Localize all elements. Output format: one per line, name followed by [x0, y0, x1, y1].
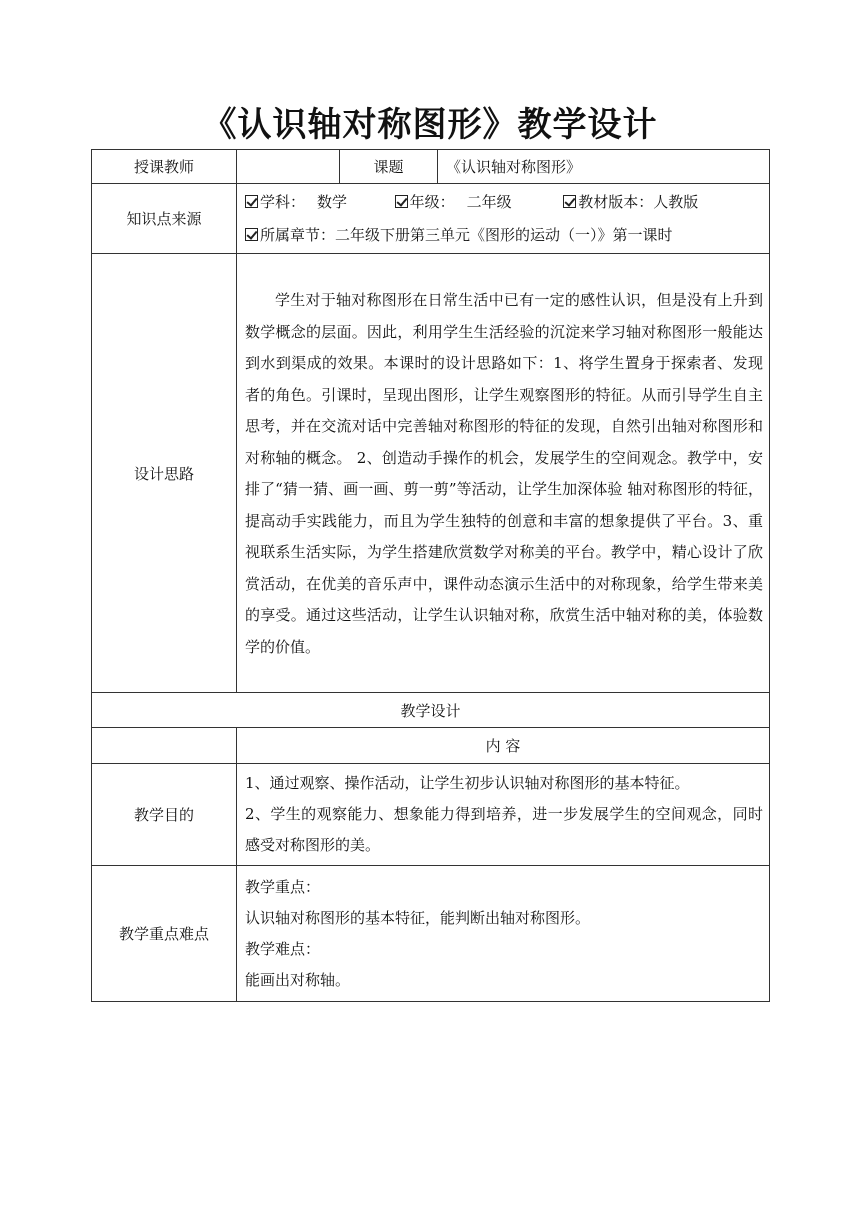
lesson-plan-table	[91, 149, 770, 1002]
goal-label: 教学目的	[92, 764, 237, 866]
key-line: 能画出对称轴。	[245, 970, 351, 989]
section-title: 教学设计	[92, 693, 770, 728]
topic-label: 课题	[340, 150, 438, 184]
content-header-blank	[92, 728, 237, 764]
header-row	[92, 150, 770, 184]
key-line: 教学重点：	[245, 877, 321, 896]
teacher-value	[237, 150, 340, 184]
key-label: 教学重点难点	[92, 866, 237, 1002]
chapter-label: 所属章节：	[260, 225, 336, 244]
goal-line: 2、学生的观察能力、想象能力得到培养，进一步发展学生的空间观念，同时感受对称图形的美。	[245, 805, 763, 854]
key-line: 教学难点：	[245, 939, 321, 958]
checkbox-icon	[395, 195, 408, 208]
source-details	[237, 184, 770, 254]
edition-label: 教材版本：	[578, 192, 654, 211]
design-text: 学生对于轴对称图形在日常生活中已有一定的感性认识，但是没有上升到数学概念的层面。因此，利用学生生活经验的沉淀来学习轴对称图形一般能达到水到渠成的效果。本课时的设计思路如下：1、将学生置身于探索者、发现者的角色。引课时，呈现出图形，让学生观察图形的特征。从而引导学生自主思考，并在交流对话中完善轴对称图形的特征的发现，自然引出轴对称图形和对称轴的概念。 2、创造动手操作的机会，发展学生的空间观念。教学中，安排了“猜一猜、画一画、剪一剪”等活动，让学生加深体验 轴对称图形的特征，提高动手实践能力，而且为学生独特的创意和丰富的想象提供了平台。3、重视联系生活实际，为学生搭建欣赏数学对称美的平台。教学中，精心设计了欣赏活动，在优美的音乐声中，课件动态演示生活中的对称现象，给学生带来美的享受。通过这些活动，让学生认识轴对称，欣赏生活中轴对称的美，体验数学的价值。	[237, 254, 770, 693]
key-row	[92, 866, 770, 1002]
section-title-row	[92, 693, 770, 728]
key-line: 认识轴对称图形的基本特征，能判断出轴对称图形。	[245, 908, 591, 927]
source-line-2	[245, 219, 763, 252]
content-header: 内 容	[237, 728, 770, 764]
document-title: 《认识轴对称图形》教学设计	[202, 105, 658, 145]
goal-content	[237, 764, 770, 866]
edition-value: 人教版	[653, 192, 699, 211]
checkbox-icon	[245, 228, 258, 241]
source-label: 知识点来源	[92, 184, 237, 254]
goal-row	[92, 764, 770, 866]
goal-line: 1、通过观察、操作活动，让学生初步认识轴对称图形的基本特征。	[245, 774, 690, 792]
subject-label: 学科：	[260, 192, 306, 211]
source-line-1	[245, 186, 763, 219]
teacher-label: 授课教师	[92, 150, 237, 184]
checkbox-icon	[245, 195, 258, 208]
topic-value: 《认识轴对称图形》	[438, 150, 770, 184]
grade-label: 年级：	[409, 192, 455, 211]
design-row	[92, 254, 770, 693]
source-row	[92, 184, 770, 254]
content-header-row	[92, 728, 770, 764]
key-content	[237, 866, 770, 1002]
grade-value: 二年级	[466, 192, 512, 211]
checkbox-icon	[563, 195, 576, 208]
subject-value: 数学	[317, 192, 348, 211]
design-label: 设计思路	[92, 254, 237, 693]
chapter-value: 二年级下册第三单元《图形的运动（一）》第一课时	[335, 225, 673, 244]
